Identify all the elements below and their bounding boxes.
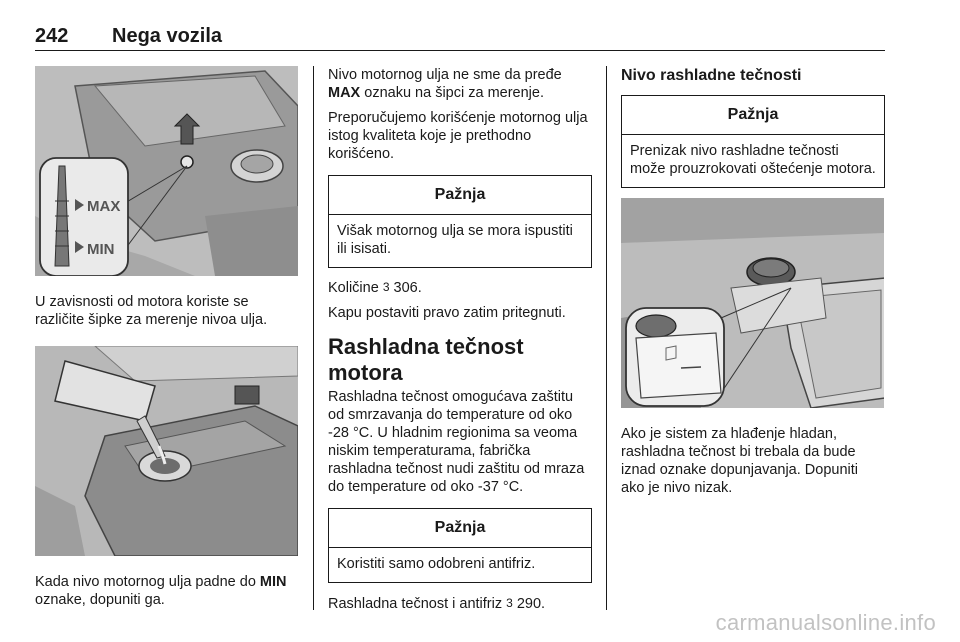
section-heading-coolant: Rashladna tečnost motora	[328, 334, 524, 385]
notice-title: Pažnja	[329, 509, 591, 548]
coolant-reservoir-illustration	[621, 198, 884, 408]
section-heading-coolant-level: Nivo rashladne tečnosti	[621, 67, 802, 84]
notice-text: Koristiti samo odobreni antifriz.	[337, 556, 536, 572]
column-right	[621, 66, 885, 497]
engine-dipstick-illustration	[35, 66, 298, 276]
dipstick-max-label: MAX	[87, 198, 121, 215]
caption-dipsticks: U zavisnosti od motora koriste se različite šipke za merenje nivoa ulja.	[35, 294, 268, 328]
dipstick-min-label: MIN	[87, 241, 115, 258]
notice-box-low-coolant	[621, 95, 885, 188]
notice-title: Pažnja	[329, 176, 591, 215]
caption-oil-min: Kada nivo motornog ulja padne do MIN oznake, dopuniti ga.	[35, 574, 287, 608]
paragraph-coolant-protection: Rashladna tečnost omogućava zaštitu od smrzavanja do temperature od oko -28 °C. U hladnim regionima sa veoma niskim temperaturama, fabrička rashladna tečnost nudi zaštitu od mraza do temperature od oko -37 °C.	[328, 389, 585, 495]
oil-filling-illustration	[35, 346, 298, 556]
paragraph-oil-quality: Preporučujemo korišćenje motornog ulja istog kvaliteta koje je prethodno korišćeno.	[328, 110, 588, 162]
paragraph-oil-max: Nivo motornog ulja ne sme da pređe MAX oznaku na šipci za merenje.	[328, 67, 562, 101]
notice-text: Prenizak nivo rashladne tečnosti može prouzrokovati oštećenje motora.	[630, 143, 876, 177]
notice-box-antifreeze	[328, 508, 592, 583]
page-title: Nega vozila	[112, 25, 223, 47]
column-divider	[313, 66, 314, 610]
quantities-reference: Količine 3 306.	[328, 280, 422, 296]
column-middle	[328, 66, 592, 613]
page-number: 242	[35, 25, 69, 47]
paragraph-cap: Kapu postaviti pravo zatim pritegnuti.	[328, 305, 566, 321]
column-divider	[606, 66, 607, 610]
notice-text: Višak motornog ulja se mora ispustiti ili isisati.	[337, 223, 573, 257]
page-ref-arrow-icon: 3	[506, 596, 513, 610]
page-header	[35, 20, 885, 51]
watermark: carmanualsonline.info	[715, 610, 936, 635]
coolant-reference: Rashladna tečnost i antifriz 3 290.	[328, 596, 546, 612]
page-ref-arrow-icon: 3	[382, 280, 390, 294]
notice-box-excess-oil	[328, 175, 592, 268]
paragraph-coolant-fill: Ako je sistem za hlađenje hladan, rashladna tečnost bi trebala da bude iznad oznake dopunjavanja. Dopuniti ako je nivo nizak.	[621, 426, 859, 496]
notice-title: Pažnja	[622, 96, 884, 135]
column-left	[35, 66, 298, 609]
